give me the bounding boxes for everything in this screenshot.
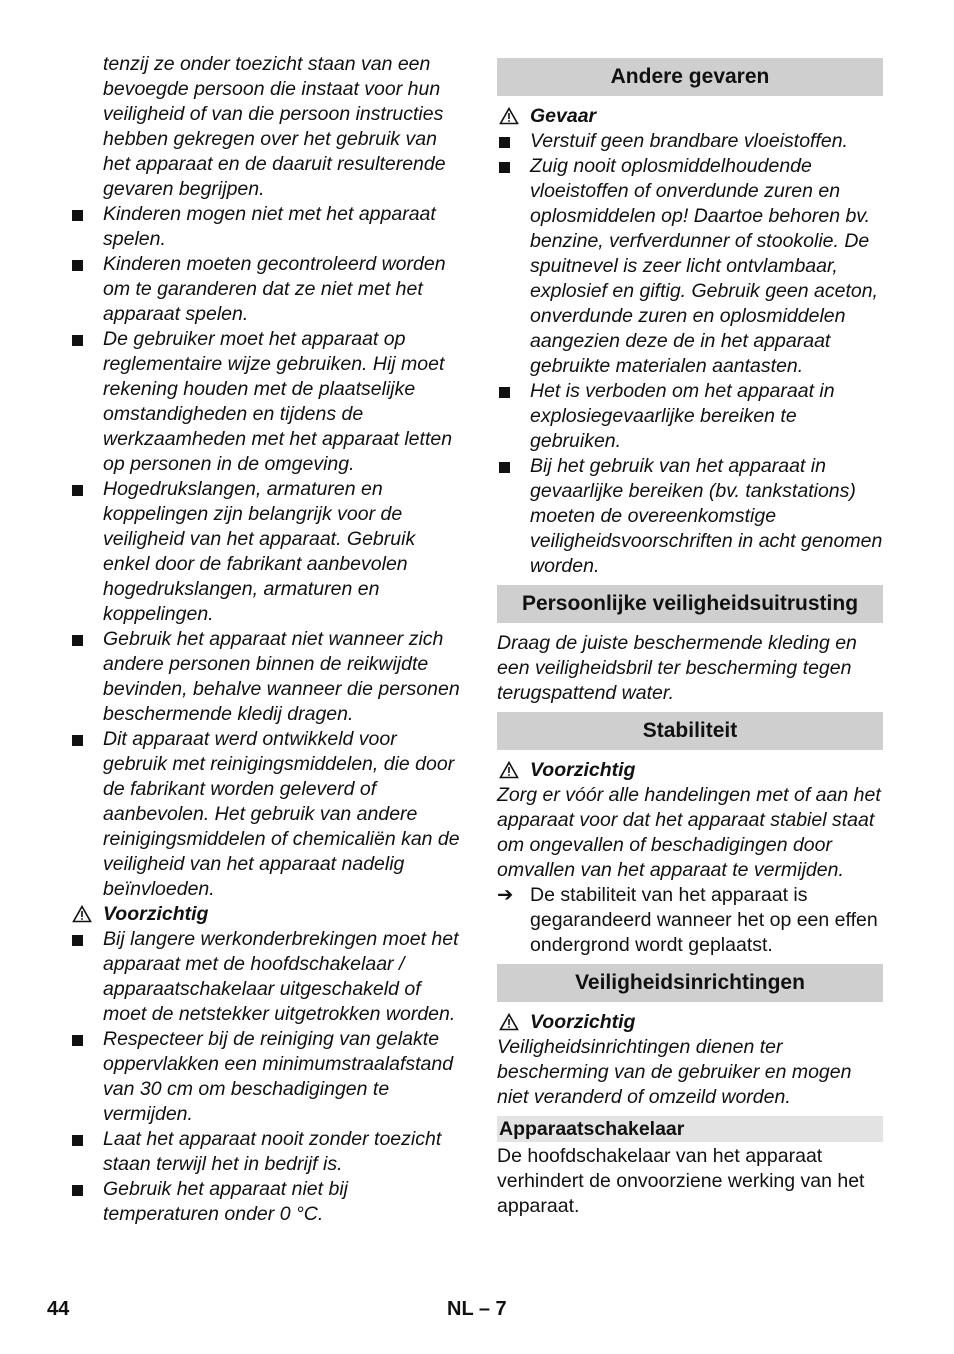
list-item: Dit apparaat werd ontwikkeld voor gebruik met reinigingsmiddelen, die door de fabrikant worden geleverd of aanbevolen. Het gebruik van andere reinigingsmiddelen of chemicaliën kan de veiligheid van het apparaat nadelig beïnvloeden. [70,727,462,902]
bullet-square-icon [72,1135,83,1146]
warning-triangle-icon [72,905,92,923]
list-item: Gebruik het apparaat niet wanneer zich andere personen binnen de reikwijdte bevinden, behalve wanneer die personen beschermende kledij dragen. [70,627,462,727]
section-text: Veiligheidsinrichtingen dienen ter bescherming van de gebruiker en mogen niet veranderd of omzeild worden. [497,1036,852,1108]
section-text: Draag de juiste beschermende kleding en een veiligheidsbril ter bescherming tegen terugspattend water. [497,632,857,704]
bullet-square-icon [72,485,83,496]
bullet-square-icon [72,210,83,221]
bullet-square-icon [72,1035,83,1046]
section-heading-andere-gevaren: Andere gevaren [497,58,883,96]
bullet-square-icon [499,462,510,473]
list-item: Hogedrukslangen, armaturen en koppelingen zijn belangrijk voor de veiligheid van het apparaat. Gebruik enkel door de fabrikant aanbevolen hogedrukslangen, armaturen en koppelingen. [70,477,462,627]
bullet-square-icon [72,260,83,271]
bullet-square-icon [72,735,83,746]
language-page-label: NL – 7 [447,1298,507,1320]
bullet-square-icon [499,137,510,148]
section-heading-veiligheidsinrichtingen: Veiligheidsinrichtingen [497,964,883,1002]
caution-heading: Voorzichtig [70,902,462,927]
list-item: Kinderen moeten gecontroleerd worden om te garanderen dat ze niet met het apparaat spelen. [70,252,462,327]
bullet-square-icon [72,935,83,946]
list-item: Gebruik het apparaat niet bij temperaturen onder 0 °C. [70,1177,462,1227]
section-heading-persoonlijke-veiligheidsuitrusting: Persoonlijke veiligheidsuitrusting [497,585,883,623]
danger-heading: Gevaar [497,104,883,129]
caution-heading: Voorzichtig [497,758,883,783]
warning-triangle-icon [499,107,519,125]
bullet-square-icon [72,335,83,346]
bullet-square-icon [499,387,510,398]
list-item: Kinderen mogen niet met het apparaat spelen. [70,202,462,252]
section-heading-stabiliteit: Stabiliteit [497,712,883,750]
warning-triangle-icon [499,761,519,779]
list-item: Respecteer bij de reiniging van gelakte oppervlakken een minimumstraalafstand van 30 cm om beschadigingen te vermijden. [70,1027,462,1127]
caution-heading: Voorzichtig [497,1010,883,1035]
list-item: Verstuif geen brandbare vloeistoffen. [497,129,883,154]
section-text: De hoofdschakelaar van het apparaat verhindert de onvoorziene werking van het apparaat. [497,1145,865,1217]
bullet-square-icon [72,635,83,646]
warning-triangle-icon [499,1013,519,1031]
list-item: De gebruiker moet het apparaat op reglementaire wijze gebruiken. Hij moet rekening houden met de plaatselijke omstandigheden en tijdens de werkzaamheden met het apparaat letten op personen in de omgeving. [70,327,462,477]
intro-text: tenzij ze onder toezicht staan van een bevoegde persoon die instaat voor hun veiligheid of van die persoon instructies hebben gekregen over het gebruik van het apparaat en de daaruit resulterende gevaren begrijpen. [103,53,446,200]
list-item: Bij langere werkonderbrekingen moet het apparaat met de hoofdschakelaar / apparaatschakelaar uitgeschakeld of moet de netstekker uitgetrokken worden. [70,927,462,1027]
list-item: Laat het apparaat nooit zonder toezicht staan terwijl het in bedrijf is. [70,1127,462,1177]
list-item: Zuig nooit oplosmiddelhoudende vloeistoffen of onverdunde zuren en oplosmiddelen op! Daartoe behoren bv. benzine, verfverdunner of stookolie. De spuitnevel is zeer licht ontvlambaar, explosief en giftig. Gebruik geen aceton, onverdunde zuren en oplosmiddelen aangezien deze de in het apparaat gebruikte materialen aantasten. [497,154,883,379]
arrow-right-icon: ➔ [497,884,514,906]
list-item: Het is verboden om het apparaat in explosiegevaarlijke bereiken te gebruiken. [497,379,883,454]
right-column [497,52,883,1219]
list-item: Bij het gebruik van het apparaat in gevaarlijke bereiken (bv. tankstations) moeten de overeenkomstige veiligheidsvoorschriften in acht genomen worden. [497,454,883,579]
section-text: Zorg er vóór alle handelingen met of aan het apparaat voor dat het apparaat stabiel staat om ongevallen of beschadigingen door omvallen van het apparaat te vermijden. [497,784,881,881]
left-column [70,52,462,1227]
page-number: 44 [47,1298,70,1320]
bullet-square-icon [72,1185,83,1196]
subsection-heading-apparaatschakelaar: Apparaatschakelaar [497,1116,883,1142]
instruction-step: ➔ De stabiliteit van het apparaat is gegarandeerd wanneer het op een effen ondergrond wordt geplaatst. [497,884,878,956]
bullet-square-icon [499,162,510,173]
